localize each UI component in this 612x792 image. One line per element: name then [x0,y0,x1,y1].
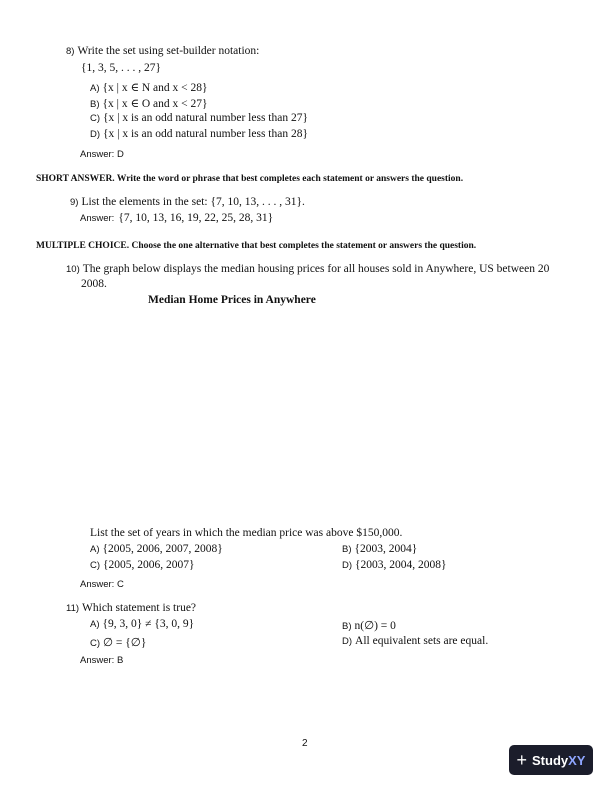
badge-label [532,753,585,768]
choice-letter: C) [90,638,101,649]
q10-choice-c [90,559,195,571]
choice-text: {9, 3, 0} ≠ {3, 0, 9} [102,618,195,630]
q11-choice-c [90,635,146,649]
choice-letter: C) [90,113,101,124]
choice-letter: B) [342,621,352,632]
q10-prompt [66,263,563,275]
choice-text: {x | x ∈ N and x < 28} [102,82,208,94]
choice-text: {x | x ∈ O and x < 27} [102,98,208,110]
choice-letter: B) [90,99,100,110]
short-answer-heading: SHORT ANSWER. Write the word or phrase that best completes each statement or answers the question. [36,174,464,184]
q10-number: 10) [66,264,80,275]
q8-number: 8) [66,46,75,57]
q11-number: 11) [66,603,80,614]
q9-prompt-text: List the elements in the set: {7, 10, 13, . . . , 31}. [81,196,305,208]
q11-choice-a [90,618,194,630]
choice-letter: A) [90,544,100,555]
choice-text: ∅ = {∅} [103,637,147,649]
q10-prompt-line2: 2008. [81,278,107,290]
choice-letter: A) [90,83,100,94]
studyxy-badge[interactable] [509,745,593,775]
choice-text: {2005, 2006, 2007, 2008} [102,543,223,555]
multiple-choice-heading: MULTIPLE CHOICE. Choose the one alternative that best completes the statement or answers the question. [36,241,477,251]
q8-choice-d [90,128,308,140]
q9-answer [80,212,273,224]
badge-prefix: Study [532,752,569,768]
choice-letter: D) [90,129,101,140]
q8-choice-b [90,96,208,110]
chart-area [148,312,478,517]
q11-prompt [66,602,196,614]
q10-choice-d [342,559,447,571]
choice-text: All equivalent sets are equal. [355,635,489,647]
q9-prompt [70,196,305,208]
q10-answer: Answer: C [80,579,124,590]
q8-choice-a [90,80,208,94]
q8-answer: Answer: D [80,149,124,160]
choice-text: {x | x is an odd natural number less than 27} [103,112,309,124]
q10-choice-b [342,543,417,555]
choice-letter: D) [342,636,353,647]
q8-set: {1, 3, 5, . . . , 27} [81,62,162,74]
q8-prompt-text: Write the set using set-builder notation: [77,45,260,57]
q10-prompt-line1: The graph below displays the median housing prices for all houses sold in Anywhere, US between 20 [82,263,550,275]
badge-suffix: XY [568,752,586,768]
page-number: 2 [302,738,308,749]
choice-text: {2005, 2006, 2007} [103,559,195,571]
choice-letter: A) [90,619,100,630]
q10-question: List the set of years in which the median price was above $150,000. [90,527,403,539]
q8-prompt [66,45,259,57]
choice-letter: D) [342,560,353,571]
choice-letter: B) [342,544,352,555]
q8-choice-c [90,112,308,124]
answer-label: Answer: [80,213,115,224]
chart-title: Median Home Prices in Anywhere [148,294,316,306]
q11-answer: Answer: B [80,655,124,666]
q9-number: 9) [70,197,79,208]
q11-prompt-text: Which statement is true? [82,602,197,614]
answer-value: {7, 10, 13, 16, 19, 22, 25, 28, 31} [118,212,274,224]
choice-text: {x | x is an odd natural number less than 28} [103,128,309,140]
choice-letter: C) [90,560,101,571]
q11-choice-d [342,635,488,647]
choice-text: {2003, 2004} [354,543,418,555]
plus-icon: + [516,750,528,770]
choice-text: {2003, 2004, 2008} [355,559,447,571]
q11-choice-b [342,618,396,632]
choice-text: n(∅) = 0 [354,620,396,632]
q10-choice-a [90,543,223,555]
